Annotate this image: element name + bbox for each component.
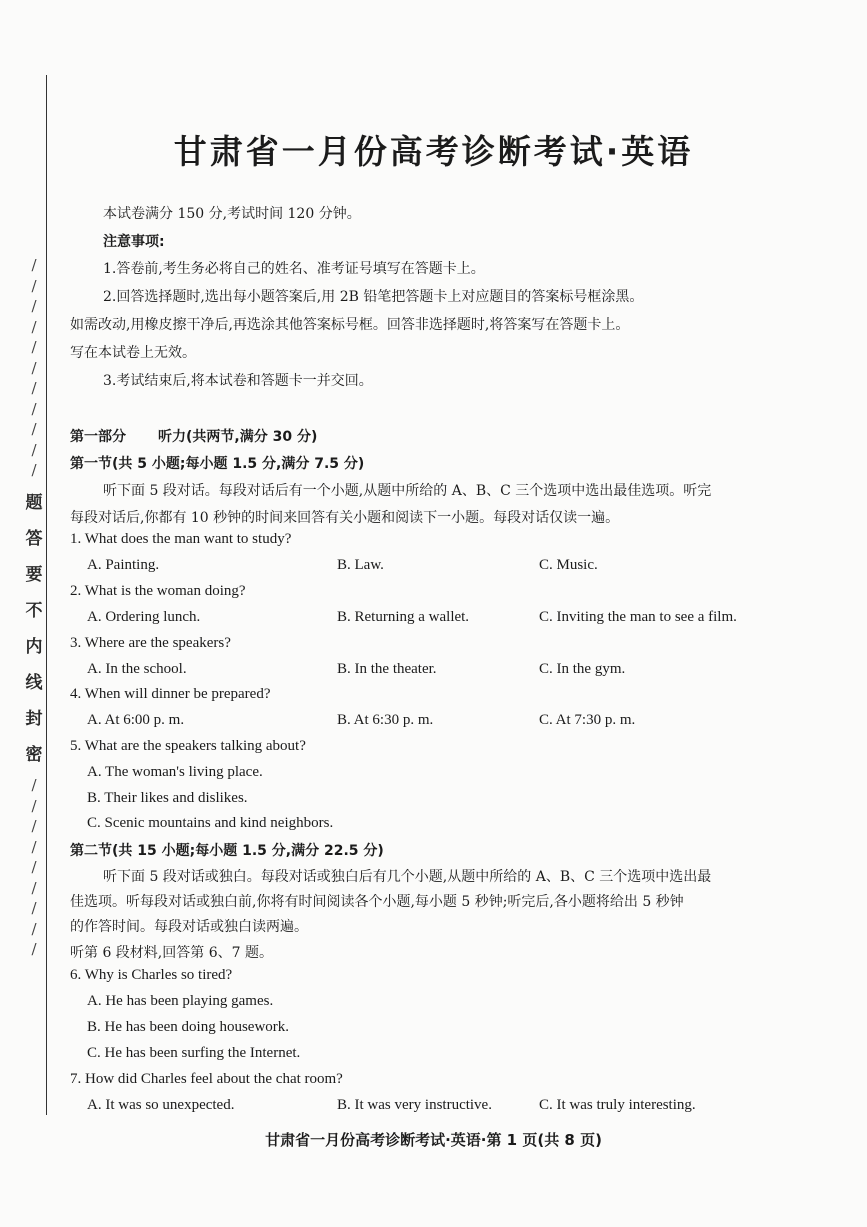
notice-item: 2.回答选择题时,选出每小题答案后,用 2B 铅笔把答题卡上对应题目的答案标号框涂黑。 (103, 289, 644, 305)
seal-char: 封 (25, 709, 43, 729)
option-a: A. It was so unexpected. (87, 1097, 235, 1113)
intro-text: 本试卷满分 150 分,考试时间 120 分钟。 (103, 206, 361, 222)
option-a: A. Painting. (87, 557, 160, 573)
section-title: 第二节(共 15 小题;每小题 1.5 分,满分 22.5 分) (70, 843, 384, 859)
option-b: B. Law. (337, 557, 384, 573)
option-b: B. In the theater. (337, 661, 437, 677)
option-b: B. At 6:30 p. m. (337, 712, 434, 728)
notice-item: 1.答卷前,考生务必将自己的姓名、准考证号填写在答题卡上。 (103, 261, 485, 277)
part-title: 听力(共两节,满分 30 分) (158, 429, 318, 445)
option-c: C. At 7:30 p. m. (539, 712, 636, 728)
question-stem: 6. Why is Charles so tired? (70, 967, 233, 983)
option-a: A. Ordering lunch. (87, 609, 201, 625)
material-label: 听第 6 段材料,回答第 6、7 题。 (70, 945, 273, 961)
page-title: 甘肃省一月份高考诊断考试·英语 (173, 132, 694, 171)
binding-line (46, 75, 47, 1115)
seal-char: 密 (25, 745, 43, 765)
notice-heading: 注意事项: (103, 234, 165, 250)
option-b: B. Returning a wallet. (337, 609, 470, 625)
binding-slashes-top: / / / / / / / / / / / (31, 256, 37, 479)
section-desc: 听下面 5 段对话。每段对话后有一个小题,从题中所给的 A、B、C 三个选项中选出最佳选项。听完 (103, 483, 712, 499)
question-stem: 1. What does the man want to study? (70, 531, 292, 547)
option-b: B. He has been doing housework. (87, 1019, 290, 1035)
seal-char: 答 (25, 529, 43, 549)
option-c: C. In the gym. (539, 661, 626, 677)
option-a: A. The woman's living place. (87, 764, 263, 780)
option-b: B. It was very instructive. (337, 1097, 492, 1113)
page-footer: 甘肃省一月份高考诊断考试·英语·第 1 页(共 8 页) (265, 1131, 602, 1149)
question-stem: 3. Where are the speakers? (70, 635, 231, 651)
section-desc: 每段对话后,你都有 10 秒钟的时间来回答有关小题和阅读下一小题。每段对话仅读一遍。 (70, 510, 620, 526)
section-desc: 的作答时间。每段对话或独白读两遍。 (70, 919, 308, 935)
question-stem: 5. What are the speakers talking about? (70, 738, 306, 754)
seal-char: 线 (25, 673, 43, 693)
option-a: A. He has been playing games. (87, 993, 274, 1009)
question-stem: 2. What is the woman doing? (70, 583, 246, 599)
seal-char: 题 (25, 493, 43, 513)
section-title: 第一节(共 5 小题;每小题 1.5 分,满分 7.5 分) (70, 456, 365, 472)
option-b: B. Their likes and dislikes. (87, 790, 248, 806)
notice-item: 3.考试结束后,将本试卷和答题卡一并交回。 (103, 373, 373, 389)
option-a: A. In the school. (87, 661, 187, 677)
question-stem: 7. How did Charles feel about the chat room? (70, 1071, 343, 1087)
question-stem: 4. When will dinner be prepared? (70, 686, 271, 702)
notice-item-cont: 如需改动,用橡皮擦干净后,再选涂其他答案标号框。回答非选择题时,将答案写在答题卡上。 (70, 317, 630, 333)
option-c: C. He has been surfing the Internet. (87, 1045, 301, 1061)
section-desc: 佳选项。听每段对话或独白前,你将有时间阅读各个小题,每小题 5 秒钟;听完后,各小题将给出 5 秒钟 (70, 894, 684, 910)
option-c: C. Music. (539, 557, 598, 573)
seal-char: 要 (25, 565, 43, 585)
option-c: C. Inviting the man to see a film. (539, 609, 737, 625)
section-desc: 听下面 5 段对话或独白。每段对话或独白后有几个小题,从题中所给的 A、B、C 三个选项中选出最 (103, 869, 712, 885)
seal-char: 不 (25, 601, 43, 621)
binding-slashes-bottom: / / / / / / / / / (31, 776, 37, 958)
option-c: C. Scenic mountains and kind neighbors. (87, 815, 334, 831)
seal-char: 内 (25, 637, 43, 657)
option-a: A. At 6:00 p. m. (87, 712, 185, 728)
notice-item-cont: 写在本试卷上无效。 (70, 345, 196, 361)
part-label: 第一部分 (70, 429, 126, 445)
option-c: C. It was truly interesting. (539, 1097, 696, 1113)
